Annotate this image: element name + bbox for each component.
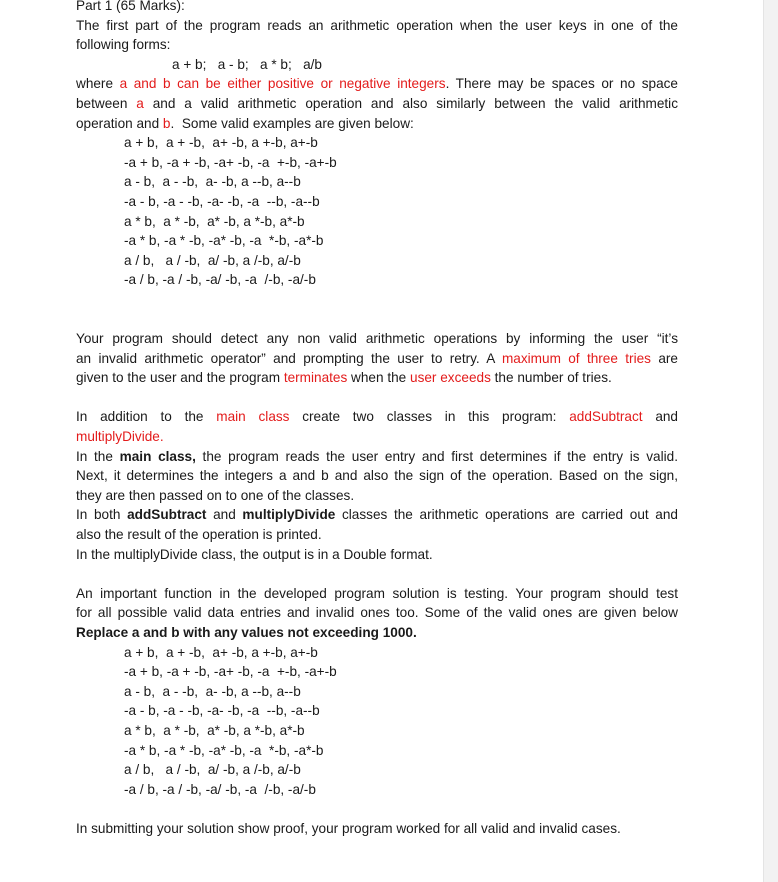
- example-line: -a * b, -a * -b, -a* -b, -a *-b, -a*-b: [124, 742, 324, 758]
- classes-line-1: In addition to the main class create two classes in this program: addSubtract and: [76, 409, 678, 425]
- classes-line-3: In the main class, the program reads the user entry and first determines if the entry is valid.: [76, 448, 678, 464]
- classes-line-8: In the multiplyDivide class, the output is in a Double format.: [76, 546, 433, 562]
- example-line: -a / b, -a / -b, -a/ -b, -a /-b, -a/-b: [124, 781, 316, 797]
- where-line-1: where a and b can be either positive or negative integers. There may be spaces or no space: [76, 76, 678, 92]
- classes-line-5: they are then passed on to one of the classes.: [76, 487, 355, 503]
- example-line: -a * b, -a * -b, -a* -b, -a *-b, -a*-b: [124, 233, 324, 249]
- spacer: [76, 310, 678, 330]
- example-line: -a - b, -a - -b, -a- -b, -a --b, -a--b: [124, 703, 320, 719]
- spacer: [76, 564, 678, 584]
- intro-line-2: following forms:: [76, 37, 171, 53]
- example-line: a - b, a - -b, a- -b, a --b, a--b: [124, 683, 301, 699]
- example-line: -a / b, -a / -b, -a/ -b, -a /-b, -a/-b: [124, 272, 316, 288]
- example-line: a / b, a / -b, a/ -b, a /-b, a/-b: [124, 762, 301, 778]
- spacer: [76, 290, 678, 310]
- where-line-2: between a and a valid arithmetic operation and also similarly between the valid arithmetic: [76, 95, 678, 111]
- closing-line: In submitting your solution show proof, your program worked for all valid and invalid cases.: [76, 820, 621, 836]
- example-line: a - b, a - -b, a- -b, a --b, a--b: [124, 174, 301, 190]
- where-line-3: operation and b. Some valid examples are given below:: [76, 115, 414, 131]
- forms-line: a + b; a - b; a * b; a/b: [172, 56, 322, 72]
- testing-line-1: An important function in the developed program solution is testing. Your program should test: [76, 585, 678, 601]
- invalid-line-1: Your program should detect any non valid arithmetic operations by informing the user “it’s: [76, 331, 678, 347]
- example-line: a + b, a + -b, a+ -b, a +-b, a+-b: [124, 135, 318, 151]
- invalid-line-2: an invalid arithmetic operator” and prompting the user to retry. A maximum of three tries are: [76, 350, 678, 366]
- example-line: -a + b, -a + -b, -a+ -b, -a +-b, -a+-b: [124, 154, 337, 170]
- part-heading: Part 1 (65 Marks):: [76, 0, 185, 13]
- examples-list-2: [76, 643, 678, 800]
- spacer: [76, 799, 678, 819]
- invalid-line-3: given to the user and the program terminates when the user exceeds the number of tries.: [76, 370, 612, 386]
- example-line: a / b, a / -b, a/ -b, a /-b, a/-b: [124, 252, 301, 268]
- classes-line-7: also the result of the operation is printed.: [76, 527, 322, 543]
- vertical-scrollbar[interactable]: [763, 0, 778, 882]
- testing-line-3: Replace a and b with any values not exceeding 1000.: [76, 625, 417, 640]
- example-line: a * b, a * -b, a* -b, a *-b, a*-b: [124, 722, 305, 738]
- example-line: -a - b, -a - -b, -a- -b, -a --b, -a--b: [124, 193, 320, 209]
- testing-line-2: for all possible valid data entries and invalid ones too. Some of the valid ones are given below: [76, 605, 678, 621]
- examples-list: [76, 133, 678, 290]
- classes-line-6: In both addSubtract and multiplyDivide classes the arithmetic operations are carried out and: [76, 507, 678, 523]
- classes-line-2: multiplyDivide.: [76, 429, 164, 445]
- example-line: -a + b, -a + -b, -a+ -b, -a +-b, -a+-b: [124, 664, 337, 680]
- intro-line-1: The first part of the program reads an arithmetic operation when the user keys in one of the: [76, 17, 678, 33]
- classes-line-4: Next, it determines the integers a and b and also the sign of the operation. Based on the sign,: [76, 468, 678, 484]
- spacer: [76, 388, 678, 408]
- example-line: a * b, a * -b, a* -b, a *-b, a*-b: [124, 213, 305, 229]
- example-line: a + b, a + -b, a+ -b, a +-b, a+-b: [124, 644, 318, 660]
- document-content: [76, 0, 678, 839]
